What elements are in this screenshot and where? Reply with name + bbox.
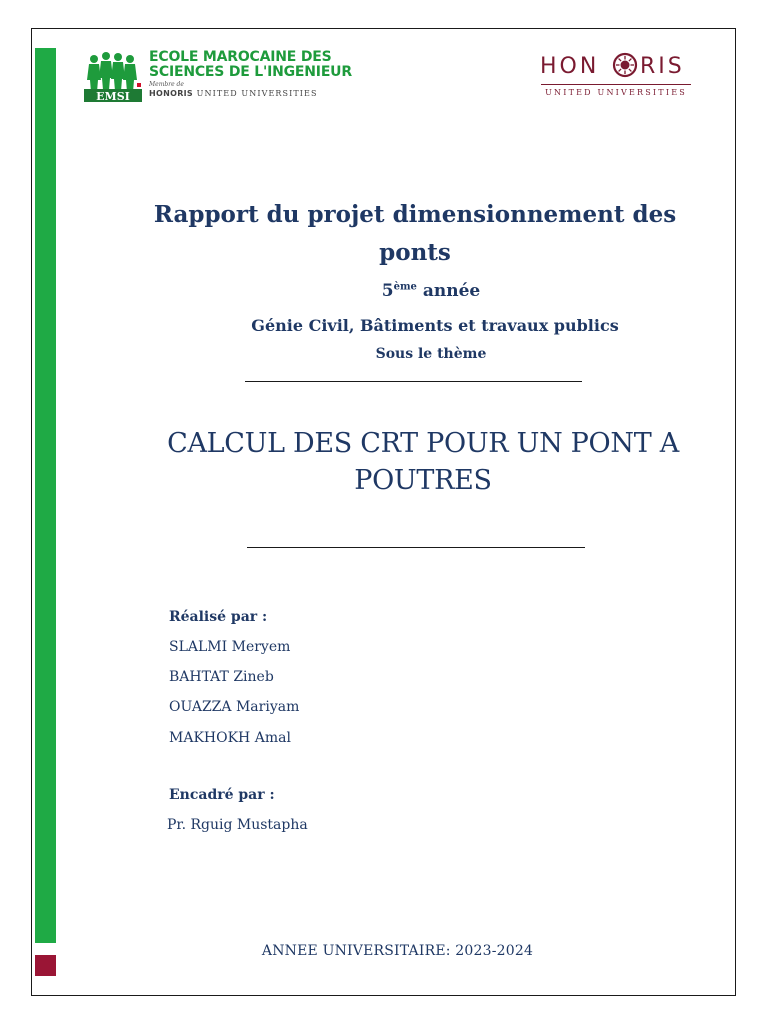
green-side-bar — [35, 48, 56, 943]
year-level — [331, 281, 531, 301]
emsi-logo — [84, 49, 352, 106]
emsi-network-text — [149, 89, 352, 98]
honoris-divider — [541, 84, 691, 85]
page-border — [31, 28, 736, 996]
author-name: SLALMI Meryem — [169, 639, 291, 655]
academic-year: ANNEE UNIVERSITAIRE: 2023-2024 — [261, 943, 534, 959]
program-name: Génie Civil, Bâtiments et travaux publics — [251, 316, 619, 335]
honoris-word-right: RIS — [640, 54, 685, 78]
emsi-network-bold: HONORIS — [149, 89, 193, 98]
emsi-wordmark — [149, 50, 352, 98]
honoris-wordmark — [540, 52, 692, 78]
emsi-membre-text: Membre de — [149, 81, 184, 88]
red-accent-square — [35, 955, 56, 976]
author-name: OUAZZA Mariyam — [169, 699, 300, 715]
honoris-subtitle: UNITED UNIVERSITIES — [545, 88, 687, 97]
subject-line1: CALCUL DES CRT POUR UN PONT A — [167, 428, 679, 459]
top-divider — [245, 381, 582, 382]
encadre-label: Encadré par : — [169, 787, 275, 803]
report-title-line1: Rapport du projet dimensionnement des — [153, 201, 677, 228]
honoris-word-left: HON — [540, 54, 600, 78]
report-title — [120, 196, 710, 272]
report-title-line2: ponts — [379, 239, 451, 266]
supervisor-name: Pr. Rguig Mustapha — [167, 817, 308, 833]
honoris-logo — [540, 50, 692, 106]
year-number: 5 — [381, 281, 394, 301]
emsi-badge: EMSI — [96, 90, 130, 102]
bottom-divider — [247, 547, 585, 548]
emsi-name-line1: ECOLE MAROCAINE DES — [149, 49, 332, 65]
realise-label: Réalisé par : — [169, 609, 268, 625]
theme-label: Sous le thème — [375, 346, 487, 362]
emsi-name-line2: SCIENCES DE L'INGENIEUR — [149, 64, 352, 80]
honoris-sun-icon — [614, 54, 636, 76]
emsi-figures-icon — [84, 50, 142, 102]
year-word: année — [416, 281, 481, 301]
year-superscript: ème — [393, 281, 417, 293]
subject-title — [118, 425, 728, 499]
subject-line2: POUTRES — [354, 465, 492, 496]
author-name: BAHTAT Zineb — [169, 669, 274, 685]
author-name: MAKHOKH Amal — [169, 730, 291, 746]
emsi-network-rest: UNITED UNIVERSITIES — [193, 89, 318, 98]
